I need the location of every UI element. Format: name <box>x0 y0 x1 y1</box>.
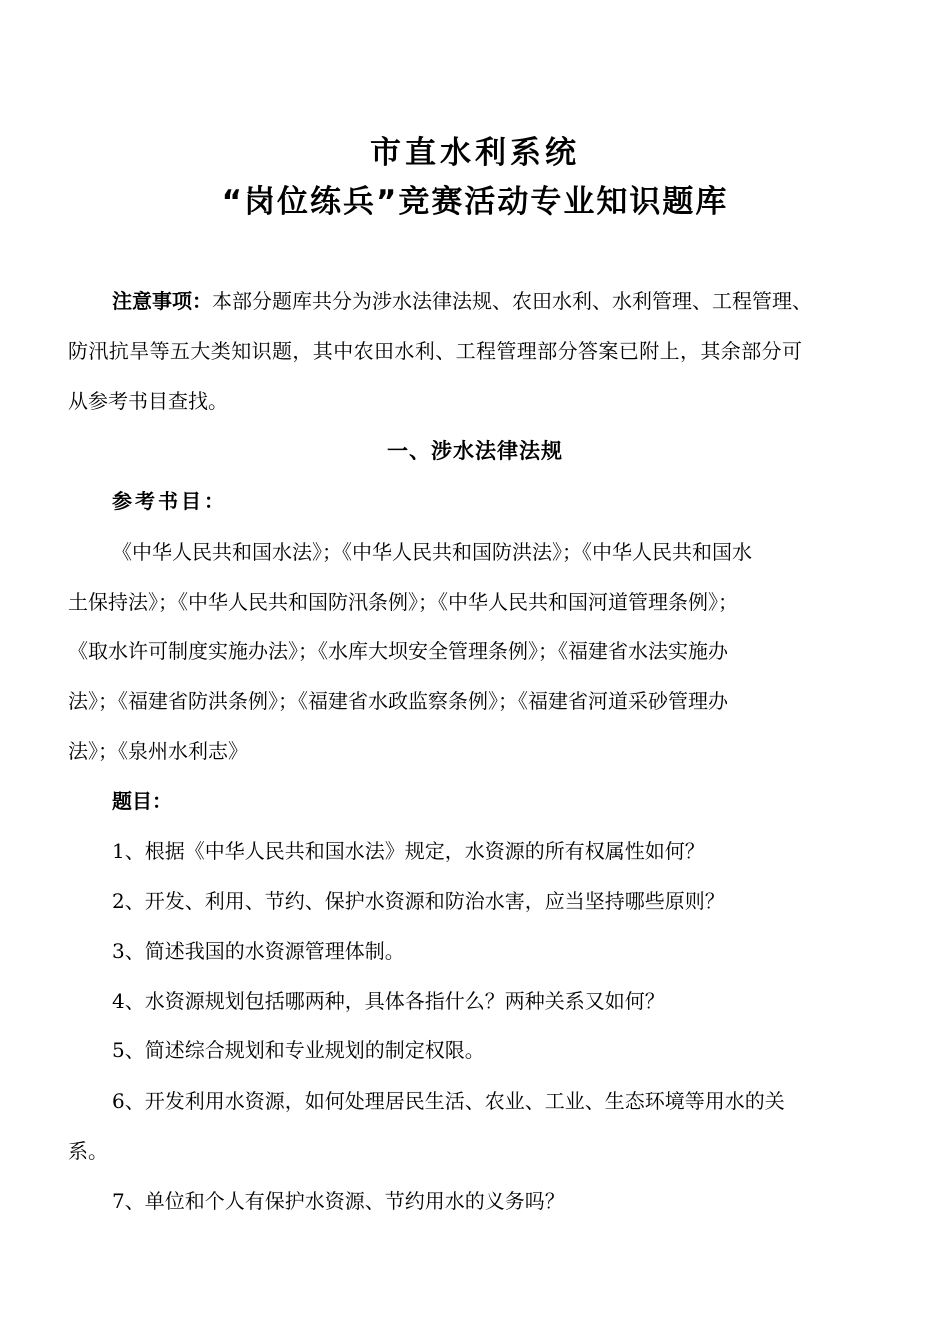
reference-line: 《中华人民共和国水法》；《中华人民共和国防洪法》；《中华人民共和国水 <box>112 540 752 564</box>
question-item: 7、单位和个人有保护水资源、节约用水的义务吗？ <box>112 1189 565 1213</box>
notice-text-line2: 防汛抗旱等五大类知识题，其中农田水利、工程管理部分答案已附上，其余部分可 <box>68 339 803 363</box>
reference-line: 《取水许可制度实施办法》；《水库大坝安全管理条例》；《福建省水法实施办 <box>68 639 728 663</box>
question-item: 6、开发利用水资源，如何处理居民生活、农业、工业、生态环境等用水的关 <box>112 1089 785 1113</box>
questions-label: 题目： <box>112 789 172 813</box>
question-item: 4、水资源规划包括哪两种，具体各指什么？两种关系又如何？ <box>112 989 665 1013</box>
question-item: 5、简述综合规划和专业规划的制定权限。 <box>112 1038 485 1062</box>
references-label: 参考书目： <box>112 489 227 513</box>
question-item: 1、根据《中华人民共和国水法》规定，水资源的所有权属性如何？ <box>112 839 705 863</box>
document-title-line2: “岗位练兵”竞赛活动专业知识题库 <box>221 184 729 220</box>
question-item-continuation: 系。 <box>68 1139 108 1163</box>
document-title-line1: 市直水利系统 <box>370 135 580 171</box>
question-item: 3、简述我国的水资源管理体制。 <box>112 939 405 963</box>
notice-text-line3: 从参考书目查找。 <box>68 389 228 413</box>
notice-text-line1: 本部分题库共分为涉水法律法规、农田水利、水利管理、工程管理、 <box>212 289 812 313</box>
reference-line: 土保持法》；《中华人民共和国防汛条例》；《中华人民共和国河道管理条例》； <box>68 590 738 614</box>
reference-line: 法》；《泉州水利志》 <box>68 739 248 763</box>
notice-label: 注意事项： <box>112 289 212 313</box>
section-heading: 一、涉水法律法规 <box>387 439 563 463</box>
reference-line: 法》；《福建省防洪条例》；《福建省水政监察条例》；《福建省河道采砂管理办 <box>68 689 728 713</box>
notice-paragraph-line1 <box>112 286 898 316</box>
question-item: 2、开发、利用、节约、保护水资源和防治水害，应当坚持哪些原则？ <box>112 889 725 913</box>
